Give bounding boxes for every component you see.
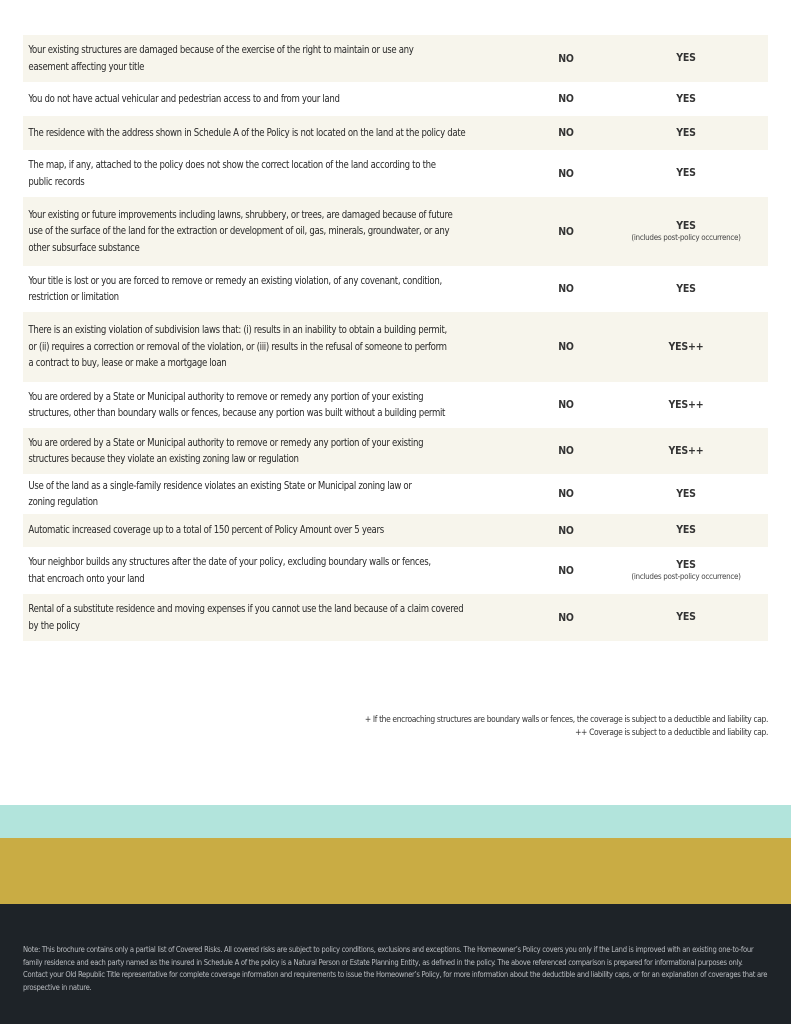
coverage-value-standard: NO	[558, 167, 574, 180]
footnotes	[365, 713, 768, 739]
risk-description	[23, 42, 478, 75]
coverage-value-homeowner	[604, 52, 768, 65]
coverage-value-standard: NO	[558, 283, 574, 295]
risk-description	[23, 125, 478, 142]
table-row	[23, 382, 768, 428]
risk-description-line: by the policy	[28, 619, 80, 632]
coverage-value-standard: NO	[558, 445, 574, 457]
risk-description-line: structures, other than boundary walls or fences, because any portion was built without a building permit	[28, 407, 446, 419]
table-row	[23, 312, 768, 382]
risk-description	[23, 522, 478, 539]
table-row	[23, 547, 768, 594]
coverage-value-homeowner-label: YES++	[668, 340, 704, 353]
table-row	[23, 35, 768, 82]
coverage-value-standard: NO	[558, 488, 574, 500]
risk-description-line: other subsurface substance	[28, 241, 140, 254]
coverage-value-standard: NO	[558, 225, 574, 238]
risk-description	[23, 157, 478, 190]
coverage-value-homeowner	[604, 127, 768, 140]
risk-description-line: Your neighbor builds any structures after the date of your policy, excluding boundary walls or fences,	[28, 556, 431, 568]
coverage-value-standard: NO	[558, 564, 574, 577]
coverage-value-homeowner	[604, 445, 768, 458]
decorative-band-gold	[0, 838, 791, 904]
coverage-value-homeowner-label: YES	[676, 611, 696, 623]
risk-description-line: The map, if any, attached to the policy does not show the correct location of the land according to the	[28, 159, 436, 171]
risk-description-line: public records	[28, 175, 85, 188]
coverage-value-standard: NO	[558, 93, 574, 105]
coverage-value-homeowner-label: YES	[676, 126, 696, 139]
risk-description-line: There is an existing violation of subdivision laws that: (i) results in an inability to obtain a building permit,	[28, 324, 447, 337]
coverage-value-homeowner-label: YES	[676, 559, 696, 571]
coverage-value-homeowner	[604, 488, 768, 501]
risk-description	[23, 273, 478, 306]
coverage-note: (includes post-policy occurrence)	[631, 233, 741, 242]
risk-description-line: easement affecting your title	[28, 60, 145, 73]
risk-description-line: Rental of a substitute residence and moving expenses if you cannot use the land because of a claim covered	[28, 603, 464, 615]
risk-description-line: Automatic increased coverage up to a total of 150 percent of Policy Amount over 5 years	[28, 524, 384, 537]
risk-description-line: that encroach onto your land	[28, 572, 145, 585]
table-row	[23, 82, 768, 116]
coverage-value-homeowner	[604, 611, 768, 624]
coverage-value-standard: NO	[558, 399, 574, 411]
risk-description-line: You are ordered by a State or Municipal authority to remove or remedy any portion of your existing	[28, 436, 424, 449]
disclaimer-text: Note: This brochure contains only a partial list of Covered Risks. All covered risks are subject to policy conditions, exclusions and exceptions. The Homeowner’s Policy covers you only if the Land is improved with an existing one-to-four family residence and each party named as the insured in Schedule A of the policy is a Natural Person or Estate Planning Entity, as defined in the policy. The above referenced comparison is prepared for informational purposes only. Contact your Old Republic Title representative for complete coverage information and requirements to issue the Homeowner’s Policy, for more information about the deductible and liability caps, or for an explanation of coverages that are prospective in nature.	[23, 945, 768, 992]
risk-description-line: You are ordered by a State or Municipal authority to remove or remedy any portion of your existing	[28, 390, 424, 403]
table-row	[23, 428, 768, 474]
table-row	[23, 197, 768, 266]
coverage-value-homeowner-label: YES	[676, 220, 696, 232]
risk-description-line: Your title is lost or you are forced to remove or remedy an existing violation, of any covenant, condition,	[28, 274, 442, 287]
table-row	[23, 150, 768, 197]
risk-description-line: You do not have actual vehicular and pedestrian access to and from your land	[28, 92, 340, 105]
risk-description-line: a contract to buy, lease or make a mortgage loan	[28, 357, 227, 370]
coverage-note: (includes post-policy occurrence)	[631, 572, 741, 581]
footnote-plusplus: ++ Coverage is subject to a deductible and liability cap.	[575, 727, 768, 737]
coverage-value-standard: NO	[558, 611, 574, 624]
risk-description	[23, 207, 478, 257]
risk-description-line: structures because they violate an existing zoning law or regulation	[28, 453, 299, 465]
risk-description	[23, 91, 478, 108]
risk-description-line: zoning regulation	[28, 496, 98, 508]
risk-description	[23, 554, 478, 587]
coverage-value-standard: NO	[558, 524, 574, 537]
risk-description-line: The residence with the address shown in Schedule A of the Policy is not located on the land at the policy date	[28, 126, 466, 139]
coverage-value-standard: NO	[558, 341, 574, 353]
risk-description	[23, 478, 478, 511]
table-row	[23, 514, 768, 547]
coverage-value-homeowner-label: YES++	[668, 444, 704, 457]
coverage-value-standard: NO	[558, 52, 574, 65]
coverage-value-homeowner	[604, 399, 768, 412]
risk-description-line: Use of the land as a single-family residence violates an existing State or Municipal zoning law or	[28, 479, 412, 492]
coverage-value-homeowner	[604, 220, 768, 243]
table-row	[23, 474, 768, 514]
coverage-value-homeowner-label: YES++	[668, 398, 704, 411]
coverage-value-homeowner	[604, 283, 768, 296]
coverage-value-homeowner-label: YES	[676, 282, 696, 295]
table-row	[23, 266, 768, 312]
coverage-value-homeowner	[604, 167, 768, 180]
coverage-value-homeowner-label: YES	[676, 487, 696, 500]
footnote-plus: + If the encroaching structures are boundary walls or fences, the coverage is subject to a deductible and liability cap.	[364, 714, 768, 724]
risk-description	[23, 435, 478, 468]
coverage-value-homeowner	[604, 341, 768, 354]
coverage-value-homeowner	[604, 524, 768, 537]
coverage-value-homeowner-label: YES	[676, 524, 696, 536]
coverage-value-homeowner-label: YES	[676, 52, 696, 64]
risk-description	[23, 601, 478, 634]
risk-description-line: restriction or limitation	[28, 291, 119, 303]
coverage-value-standard: NO	[558, 127, 574, 139]
risk-description-line: Your existing or future improvements including lawns, shrubbery, or trees, are damaged because of future	[28, 208, 453, 221]
table-row	[23, 116, 768, 150]
decorative-band-teal	[0, 805, 791, 838]
risk-description	[23, 322, 478, 372]
coverage-comparison-table	[23, 35, 768, 641]
risk-description-line: or (ii) requires a correction or removal of the violation, or (iii) results in the refusal of someone to perform	[28, 340, 447, 353]
risk-description-line: use of the surface of the land for the extraction or development of oil, gas, minerals, groundwater, or any	[28, 225, 450, 238]
coverage-value-homeowner-label: YES	[676, 92, 696, 105]
coverage-value-homeowner-label: YES	[676, 167, 696, 179]
risk-description	[23, 389, 478, 422]
risk-description-line: Your existing structures are damaged because of the exercise of the right to maintain or use any	[28, 44, 414, 56]
coverage-value-homeowner	[604, 93, 768, 106]
table-row	[23, 594, 768, 641]
coverage-value-homeowner	[604, 559, 768, 582]
